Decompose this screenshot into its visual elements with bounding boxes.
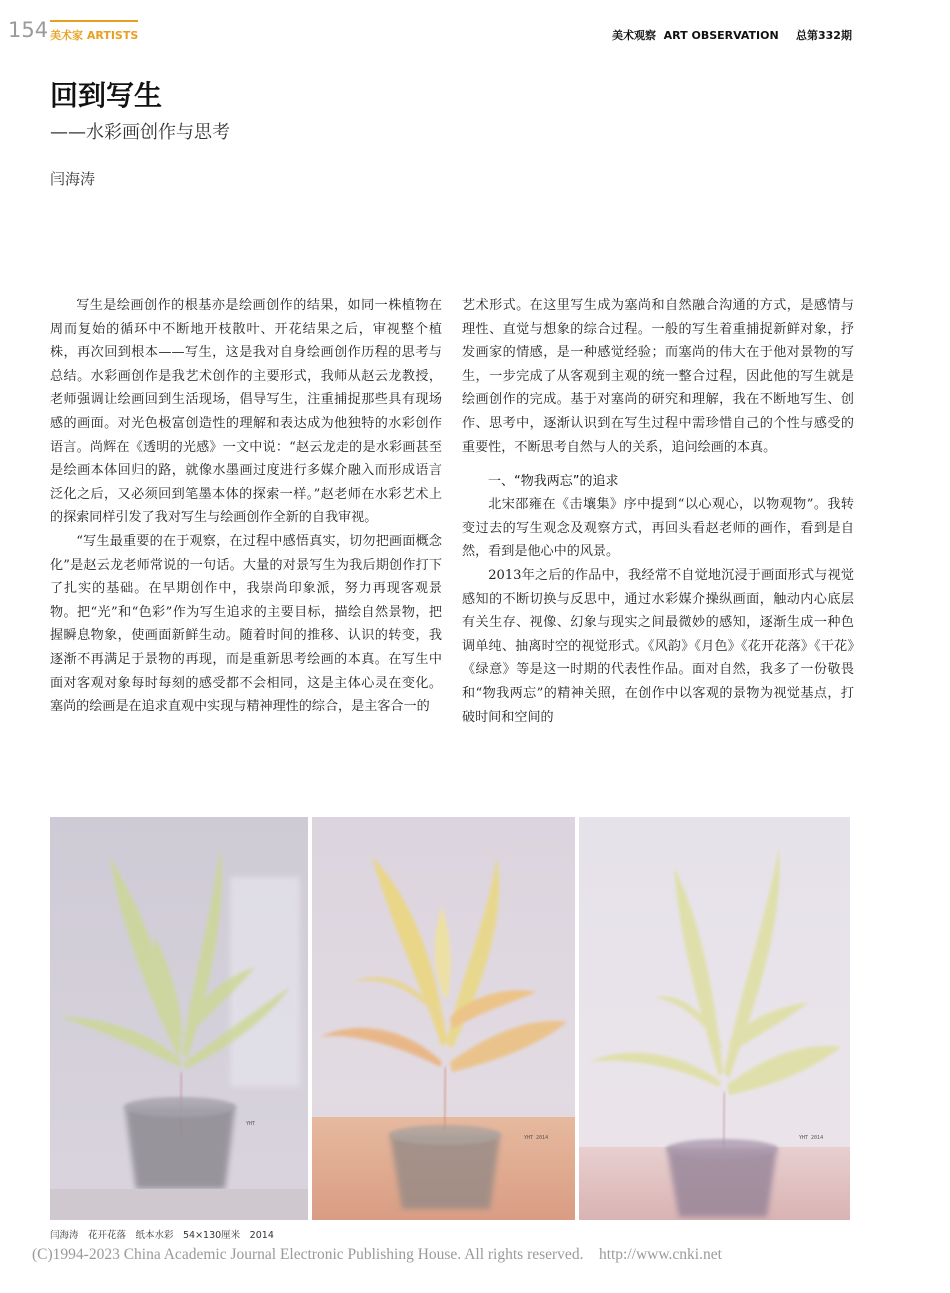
signature-1: YHT: [246, 1121, 256, 1127]
body-paragraph: 写生是绘画创作的根基亦是绘画创作的结果，如同一株植物在周而复始的循环中不断地开枝散叶、开花结果之后，审视整个植株，再次回到根本——写生，这是我对自身绘画创作历程的思考与总结。水彩画创作是我艺术创作的主要形式，我师从赵云龙教授，老师强调让绘画回到生活现场，倡导写生，注重捕捉那些具有现场感的画面。对光色极富创造性的理解和表达成为他独特的水彩创作语言。尚辉在《透明的光感》一文中说：“赵云龙走的是水彩画甚至是绘画本体回归的路，就像水墨画过度进行多媒介融入而形成语言泛化之后，又必须回到笔墨本体的探索一样。”赵老师在水彩艺术上的探索同样引发了我对写生与绘画创作全新的自我审视。: [50, 298, 442, 526]
painting-panel-3: [579, 817, 850, 1220]
issue-number: 总第332期: [796, 29, 852, 42]
figure-caption: 闫海涛 花开花落 纸本水彩 54×130厘米 2014: [50, 1230, 274, 1241]
article-subtitle: ——水彩画创作与思考: [50, 122, 230, 143]
article-author: 闫海涛: [50, 170, 96, 188]
journal-name: 美术观察 ART OBSERVATION: [612, 29, 779, 42]
painting-panel-1: [50, 817, 308, 1220]
painting-triptych: [50, 817, 850, 1220]
body-paragraph: “写生最重要的在于观察，在过程中感悟真实，切勿把画面概念化”是赵云龙老师常说的一句话。大量的对景写生为我后期创作打下了扎实的基础。在早期创作中，我崇尚印象派，努力再现客观景物。把“光”和“色彩”作为写生追求的主要目标，描绘自然景物，把握瞬息物象，使画面新鲜生动。随着时间的推移、认识的转变，我逐渐不再满足于景物的再现，而是重新思考绘画的本真。在写生中面对客观对象每时每刻的感受都不会相同，这是主体心灵在变化。塞尚的绘画是在追求直观中实现与精神理性的综合，是主客合一的: [50, 533, 442, 715]
section-accent-bar: [50, 20, 138, 22]
painting-panel-2: [312, 817, 575, 1220]
body-paragraph-continued: 艺术形式。在这里写生成为塞尚和自然融合沟通的方式，是感情与理性、直觉与想象的综合过程。一般的写生着重捕捉新鲜对象，抒发画家的情感，是一种感觉经验；而塞尚的伟大在于他对景物的写生，一步完成了从客观到主观的统一整合过程，因此他的写生就是绘画创作的完成。基于对塞尚的研究和理解，我在不断地写生、创作、思考中，逐渐认识到在写生过程中需珍惜自己的个性与感受的重要性，不断思考自然与人的关系，追问绘画的本真。: [462, 298, 854, 455]
page-number: 154: [8, 18, 49, 42]
body-column-left: [50, 294, 442, 719]
signature-2: YHT 2014: [524, 1135, 549, 1141]
section-heading: 一、“物我两忘”的追求: [488, 474, 619, 490]
body-paragraph: 2013年之后的作品中，我经常不自觉地沉浸于画面形式与视觉感知的不断切换与反思中，通过水彩媒介操纵画面，触动内心底层有关生存、视像、幻象与现实之间最微妙的感知，逐渐生成一种色调单纯、抽离时空的视觉形式。《风韵》《月色》《花开花落》《干花》《绿意》等是这一时期的代表性作品。面对自然，我多了一份敬畏和“物我两忘”的精神关照，在创作中以客观的景物为视觉基点，打破时间和空间的: [462, 567, 854, 725]
signature-3: YHT 2014: [799, 1135, 824, 1141]
body-paragraph: 北宋邵雍在《击壤集》序中提到“以心观心，以物观物”。我转变过去的写生观念及观察方式，再回头看赵老师的画作，看到是自然，看到是他心中的风景。: [462, 497, 854, 560]
copyright-footer: (C)1994-2023 China Academic Journal Electronic Publishing House. All rights reserved. http://www.cnki.net: [32, 1246, 722, 1263]
article-title: 回到写生: [50, 79, 163, 112]
section-label: 美术家 ARTISTS: [50, 29, 139, 42]
body-column-right: [462, 294, 854, 729]
